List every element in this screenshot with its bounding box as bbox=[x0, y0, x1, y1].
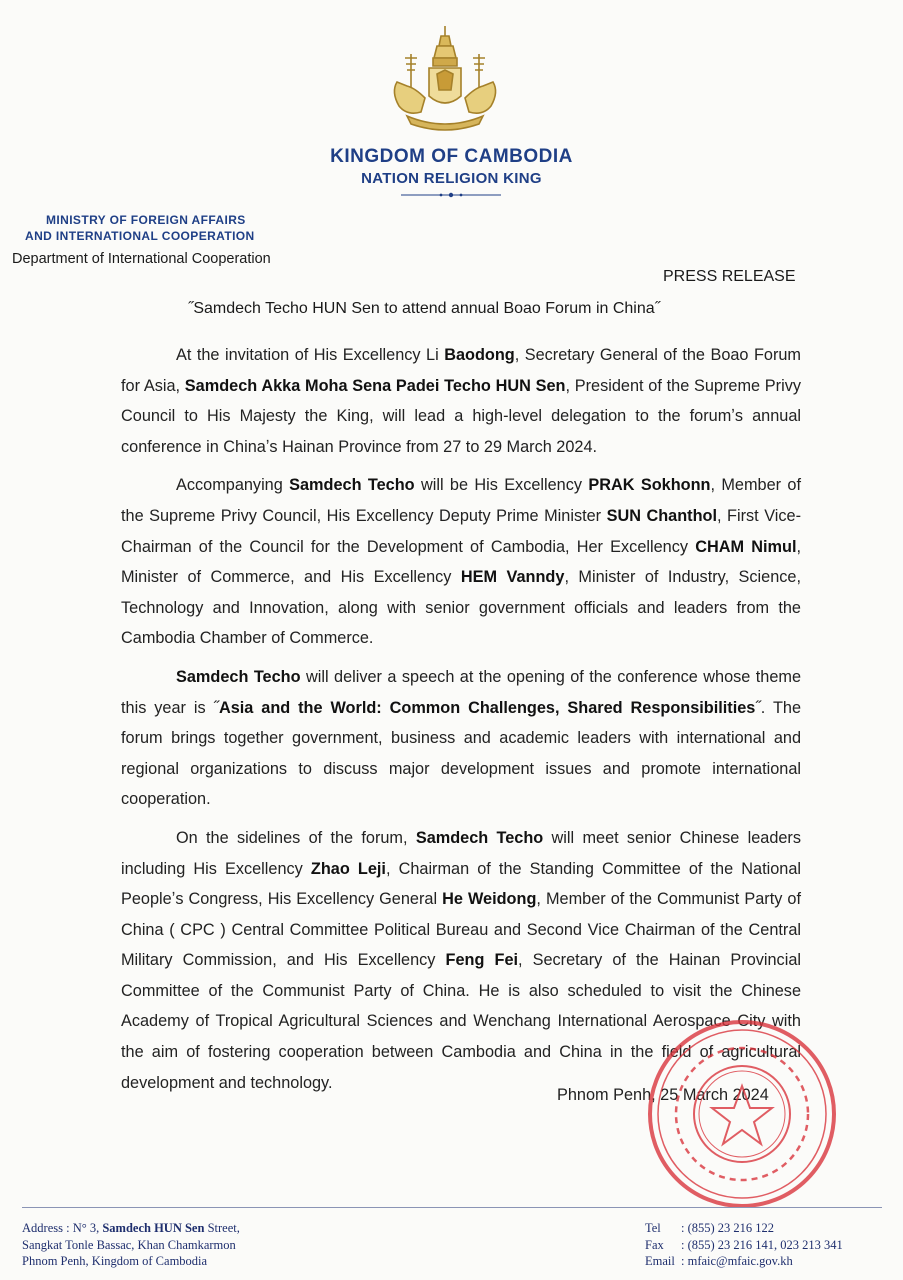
kingdom-title: KINGDOM OF CAMBODIA bbox=[330, 146, 573, 167]
street-name: Samdech HUN Sen bbox=[102, 1221, 205, 1235]
person-name: Zhao Leji bbox=[310, 859, 386, 878]
text-run: will deliver a speech at the opening of the conference whose theme this year is ˝ bbox=[121, 667, 801, 717]
text-run: ˝. The forum brings together government, business and academic leaders with international and regional organizations to discuss major development issues and promote international cooperation. bbox=[121, 698, 801, 809]
royal-coat-of-arms-icon bbox=[385, 24, 505, 136]
email-link[interactable]: : mfaic@mfaic.gov.kh bbox=[681, 1254, 793, 1268]
dateline: Phnom Penh, 25 March 2024 bbox=[557, 1086, 769, 1104]
text-run: At the invitation of His Excellency Li bbox=[176, 346, 445, 364]
footer-address bbox=[22, 1220, 240, 1270]
person-name: Feng Fei bbox=[445, 951, 519, 970]
text-run: Accompanying bbox=[176, 476, 290, 495]
person-name: SUN Chanthol bbox=[606, 506, 718, 525]
text-run: , Member of the Supreme Privy Council, His Excellency Deputy Prime Minister bbox=[121, 476, 801, 525]
text-run: On the sidelines of the forum, bbox=[176, 828, 416, 847]
text-run: , Secretary General of the Boao Forum for Asia, bbox=[121, 346, 801, 395]
ministry-name-line1: MINISTRY OF FOREIGN AFFAIRS bbox=[46, 213, 246, 227]
text-run: will meet senior Chinese leaders including His Excellency bbox=[121, 828, 801, 878]
fax-value: : (855) 23 216 141, 023 213 341 bbox=[681, 1237, 843, 1252]
person-name: CHAM Nimul bbox=[695, 537, 797, 556]
person-name: PRAK Sokhonn bbox=[588, 476, 711, 495]
footer-divider bbox=[22, 1207, 882, 1208]
press-release-body bbox=[121, 340, 801, 1106]
tel-row bbox=[645, 1220, 843, 1237]
text-run: , President of the Supreme Privy Council to His Majesty the King, will lead a high-level delegation to the forumʼs annual conference in Chinaʼs Hainan Province from 27 to 29 March 2024. bbox=[121, 376, 801, 456]
department-name: Department of International Cooperation bbox=[12, 251, 271, 267]
paragraph-3 bbox=[121, 662, 801, 815]
address-line-1 bbox=[22, 1220, 240, 1237]
tel-value: : (855) 23 216 122 bbox=[681, 1221, 775, 1235]
tel-label: Tel bbox=[645, 1221, 661, 1235]
conference-theme: Asia and the World: Common Challenges, Shared Responsibilities bbox=[218, 698, 756, 717]
text-run: will be His Excellency bbox=[414, 476, 589, 495]
text-run: , Member of the Communist Party of China ( CPC ) Central Committee Political Bureau and Second Vice Chairman of the Central Military Commission, and His Excellency bbox=[121, 890, 801, 970]
official-seal-stamp-icon bbox=[640, 1016, 845, 1212]
person-name: Samdech Techo bbox=[289, 476, 415, 495]
press-release-headline: ˝Samdech Techo HUN Sen to attend annual Boao Forum in China˝ bbox=[188, 300, 660, 317]
document-type: PRESS RELEASE bbox=[663, 268, 796, 285]
email-row bbox=[645, 1253, 843, 1270]
person-name: Samdech Techo bbox=[415, 828, 544, 847]
person-name: HEM Vanndy bbox=[460, 568, 565, 587]
email-label: Email bbox=[645, 1254, 675, 1268]
address-label: Address : N° 3, bbox=[22, 1221, 103, 1235]
text-run: , Minister of Industry, Science, Technology and Innovation, along with senior government officials and leaders from the Cambodia Chamber of Commerce. bbox=[121, 568, 801, 648]
fax-label: Fax bbox=[645, 1237, 664, 1252]
address-line-3: Phnom Penh, Kingdom of Cambodia bbox=[22, 1254, 208, 1268]
footer-contact bbox=[645, 1220, 843, 1270]
person-name: He Weidong bbox=[442, 890, 537, 909]
person-name: Samdech Techo bbox=[176, 667, 301, 686]
address-line-2: Sangkat Tonle Bassac, Khan Chamkarmon bbox=[22, 1237, 236, 1252]
text-run: , Secretary of the Hainan Provincial Committee of the Communist Party of China. He is also scheduled to visit the Chinese Academy of Tropical Agricultural Sciences and Wenchang International Aerospace City with the aim of fostering cooperation between Cambodia and China in the field of agricultural development and technology. bbox=[121, 951, 801, 1092]
national-motto: NATION RELIGION KING bbox=[361, 170, 542, 187]
ministry-name-line2: AND INTERNATIONAL COOPERATION bbox=[25, 229, 255, 243]
paragraph-2 bbox=[121, 470, 801, 654]
paragraph-1 bbox=[121, 340, 801, 462]
text-run: , Chairman of the Standing Committee of the National Peopleʼs Congress, His Excellency General bbox=[121, 859, 801, 909]
street-suffix: Street, bbox=[204, 1221, 240, 1235]
text-run: , Minister of Commerce, and His Excellency bbox=[121, 537, 801, 587]
person-name: Samdech Akka Moha Sena Padei Techo HUN Sen bbox=[184, 376, 566, 395]
fax-row bbox=[645, 1237, 843, 1254]
person-name: Baodong bbox=[444, 346, 515, 364]
text-run: , First Vice-Chairman of the Council for the Development of Cambodia, Her Excellency bbox=[121, 506, 801, 556]
ornament-divider-icon bbox=[401, 190, 501, 200]
